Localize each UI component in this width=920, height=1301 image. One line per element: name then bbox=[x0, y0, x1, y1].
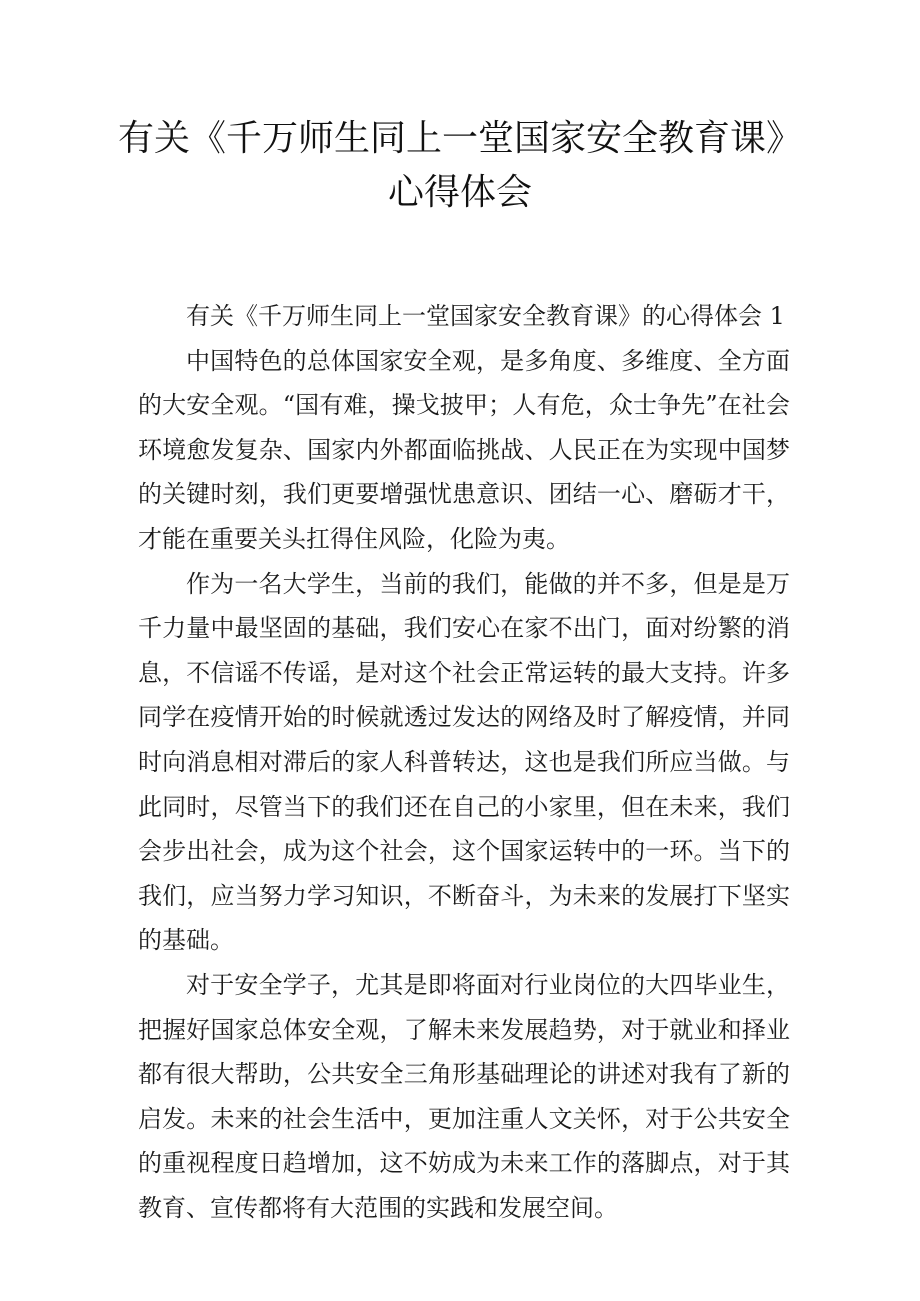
title-line-2: 心得体会 bbox=[387, 172, 532, 213]
title-line-1: 有关《千万师生同上一堂国家安全教育课》 bbox=[117, 118, 802, 159]
paragraph-1: 中国特色的总体国家安全观，是多角度、多维度、全方面的大安全观。“国有难，操戈披甲；人有危，众士争先”在社会环境愈发复杂、国家内外都面临挑战、人民正在为实现中国梦的关键时刻，我们更要增强忧患意识、团结一心、磨砺才干，才能在重要关头扛得住风险，化险为夷。 bbox=[138, 346, 790, 553]
paragraph-3: 对于安全学子，尤其是即将面对行业岗位的大四毕业生，把握好国家总体安全观，了解未来发展趋势，对于就业和择业都有很大帮助，公共安全三角形基础理论的讲述对我有了新的启发。未来的社会生活中，更加注重人文关怀，对于公共安全的重视程度日趋增加，这不妨成为未来工作的落脚点，对于其教育、宣传都将有大范围的实践和发展空间。 bbox=[138, 970, 790, 1222]
paragraph-2: 作为一名大学生，当前的我们，能做的并不多，但是是万千力量中最坚固的基础，我们安心在家不出门，面对纷繁的消息，不信谣不传谣，是对这个社会正常运转的最大支持。许多同学在疫情开始的时候就透过发达的网络及时了解疫情，并同时向消息相对滞后的家人科普转达，这也是我们所应当做。与此同时，尽管当下的我们还在自己的小家里，但在未来，我们会步出社会，成为这个社会，这个国家运转中的一环。当下的我们，应当努力学习知识，不断奋斗，为未来的发展打下坚实的基础。 bbox=[138, 569, 790, 955]
document-title bbox=[100, 112, 820, 220]
subheading: 有关《千万师生同上一堂国家安全教育课》的心得体会 1 bbox=[186, 302, 785, 330]
document-body bbox=[138, 294, 790, 1230]
